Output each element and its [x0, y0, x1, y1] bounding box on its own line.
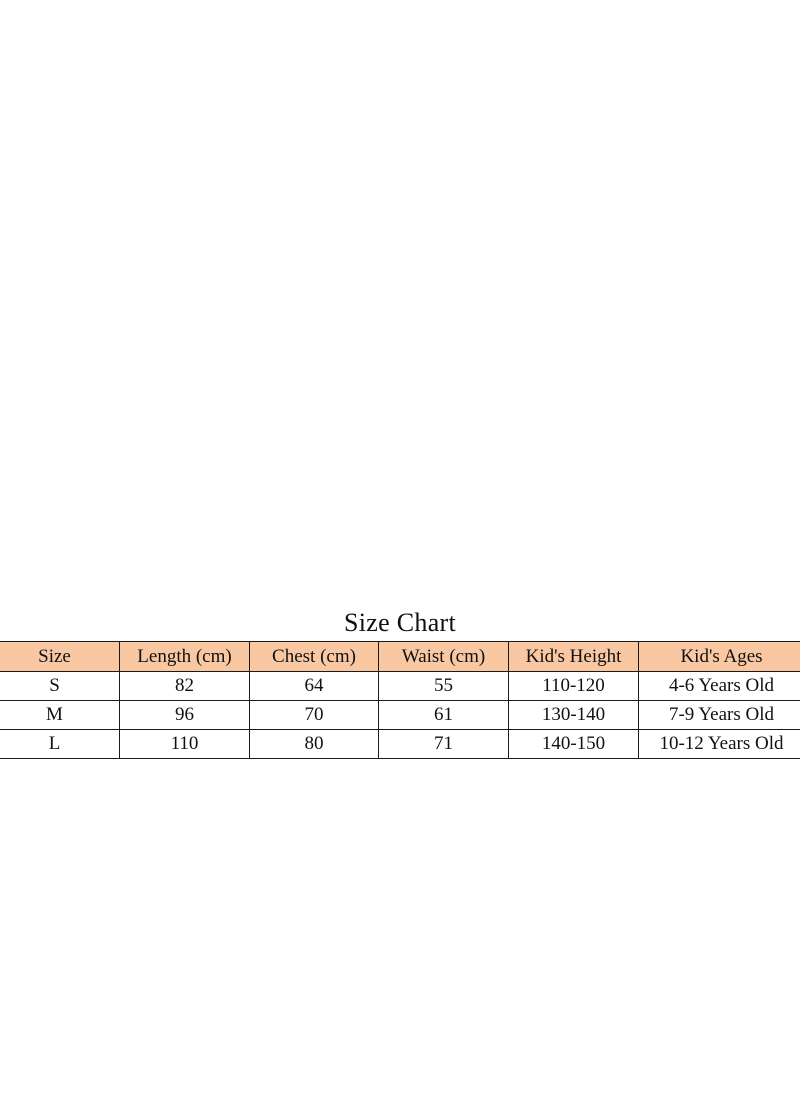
table-row [0, 701, 800, 730]
cell-size: M [0, 701, 120, 730]
header-kids-ages: Kid's Ages [639, 642, 800, 672]
header-waist: Waist (cm) [379, 642, 509, 672]
cell-size: L [0, 730, 120, 759]
cell-waist: 61 [379, 701, 509, 730]
header-chest: Chest (cm) [250, 642, 379, 672]
cell-chest: 80 [250, 730, 379, 759]
cell-length: 96 [120, 701, 250, 730]
table-row [0, 672, 800, 701]
cell-waist: 71 [379, 730, 509, 759]
cell-kids-ages: 4-6 Years Old [639, 672, 800, 701]
cell-chest: 64 [250, 672, 379, 701]
cell-length: 110 [120, 730, 250, 759]
cell-size: S [0, 672, 120, 701]
header-length: Length (cm) [120, 642, 250, 672]
cell-kids-height: 130-140 [509, 701, 639, 730]
header-size: Size [0, 642, 120, 672]
cell-kids-ages: 7-9 Years Old [639, 701, 800, 730]
cell-chest: 70 [250, 701, 379, 730]
table-row [0, 730, 800, 759]
size-chart-table [0, 641, 800, 759]
cell-waist: 55 [379, 672, 509, 701]
cell-kids-ages: 10-12 Years Old [639, 730, 800, 759]
chart-title: Size Chart [343, 608, 457, 637]
cell-kids-height: 110-120 [509, 672, 639, 701]
table-header-row [0, 642, 800, 672]
cell-kids-height: 140-150 [509, 730, 639, 759]
cell-length: 82 [120, 672, 250, 701]
header-kids-height: Kid's Height [509, 642, 639, 672]
